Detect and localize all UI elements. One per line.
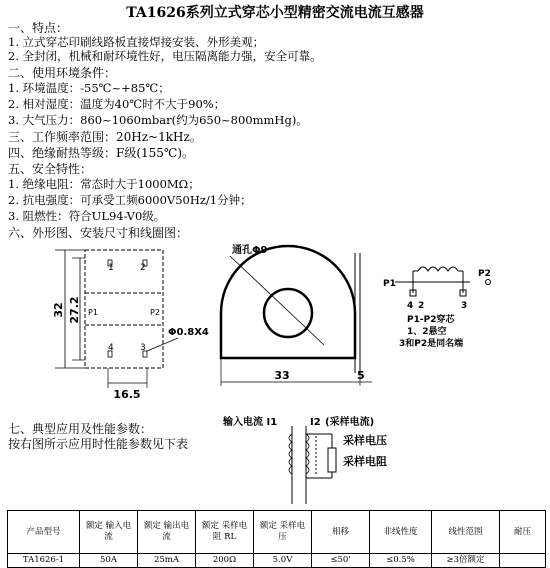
cell-withstand-voltage (500, 554, 546, 568)
frequency-line: 三、工作频率范围：20Hz~1kHz。 (8, 130, 202, 144)
sample-resistor-label: 采样电阻 (343, 455, 387, 468)
dim-16-5-label: 16.5 (113, 388, 141, 401)
dim-27-2-label: 27.2 (68, 296, 81, 324)
insulation-class-line: 四、绝缘耐热等级：F级(155℃)。 (8, 146, 195, 160)
header-rated-output: 额定 输出电流 (138, 511, 196, 554)
header-rated-input: 额定 输入电流 (80, 511, 138, 554)
features-heading: 一、特点： (8, 21, 69, 35)
dim-5-label: 5 (357, 369, 365, 382)
environment-2: 2. 相对湿度：温度为40℃时不大于90%； (8, 97, 226, 111)
header-withstand-voltage: 耐压 (500, 511, 546, 554)
sample-current-label: (采样电流) (325, 417, 375, 428)
typical-heading: 七、典型应用及性能参数： (8, 422, 153, 436)
safety-2: 2. 抗电强度：可承受工频6000V50Hz/1分钟； (8, 193, 252, 207)
coil-pin-2-label: 2 (418, 301, 425, 311)
cell-linear-range: ≥3倍额定 (432, 554, 500, 568)
coil-note-3: 3和P2是同名端 (399, 339, 464, 349)
front-pin-4-label: 4 (108, 343, 114, 353)
feature-2: 2. 全封闭，机械和耐环境性好，电压隔离能力强，安全可靠。 (8, 49, 322, 63)
safety-3: 3. 阻燃性：符合UL94-V0级。 (8, 209, 166, 223)
outline-drawing (0, 238, 550, 408)
cell-phase-shift: ≤50' (312, 554, 370, 568)
safety-1: 1. 绝缘电阻：常态时大于1000MΩ； (8, 177, 200, 191)
coil-pin-4-label: 4 (407, 301, 414, 311)
i2-label: I2 (310, 417, 321, 428)
coil-diagram (395, 267, 491, 296)
cell-model: TA1626-1 (8, 554, 80, 568)
input-current-label: 输入电流 I1 (223, 417, 278, 428)
front-pin-2-label: 2 (140, 263, 146, 273)
safety-heading: 五、安全特性： (8, 162, 93, 176)
header-model: 产品型号 (8, 511, 80, 554)
application-circuit (220, 412, 450, 508)
spec-table (7, 510, 546, 568)
spec-header-row (8, 511, 546, 554)
header-phase-shift: 相移 (312, 511, 370, 554)
header-nonlinearity: 非线性度 (370, 511, 432, 554)
environment-3: 3. 大气压力：860~1060mbar(约为650~800mmHg)。 (8, 113, 308, 127)
table-row (8, 554, 546, 568)
header-rated-voltage: 额定 采样电压 (254, 511, 312, 554)
cell-rated-input: 50A (80, 554, 138, 568)
pin-diameter-label: Φ0.8X4 (168, 327, 209, 338)
header-linear-range: 线性范围 (432, 511, 500, 554)
cell-rated-output: 25mA (138, 554, 196, 568)
sample-voltage-label: 采样电压 (343, 434, 387, 447)
feature-1: 1. 立式穿芯印刷线路板直接焊接安装、外形美观； (8, 35, 265, 49)
side-view (221, 246, 372, 386)
coil-note-2: 1、2悬空 (407, 327, 447, 337)
coil-p1-label: P1 (383, 279, 396, 289)
environment-1: 1. 环境温度：-55℃~+85℃； (8, 81, 170, 95)
dimensions-heading: 六、外形图、安装尺寸和线圈图： (8, 226, 189, 240)
cell-rated-resistor: 200Ω (196, 554, 254, 568)
hole-label: 通孔Φ9 (232, 245, 268, 256)
header-rated-resistor: 额定 采样电阻 RL (196, 511, 254, 554)
cell-nonlinearity: ≤0.5% (370, 554, 432, 568)
front-pin-3-label: 3 (140, 343, 146, 353)
dim-33-label: 33 (274, 369, 290, 382)
document-title: TA1626系列立式穿芯小型精密交流电流互感器 (126, 5, 424, 21)
coil-note-1: P1-P2穿芯 (407, 315, 455, 325)
environment-heading: 二、使用环境条件： (8, 66, 117, 80)
typical-note: 按右图所示应用时性能参数见下表 (8, 437, 189, 451)
dim-32-label: 32 (52, 302, 65, 318)
coil-p2-label: P2 (478, 269, 491, 279)
cell-rated-voltage: 5.0V (254, 554, 312, 568)
coil-pin-3-label: 3 (461, 301, 468, 311)
front-pin-1-label: 1 (108, 263, 114, 273)
front-p1-label: P1 (88, 308, 98, 317)
front-p2-label: P2 (150, 308, 160, 317)
